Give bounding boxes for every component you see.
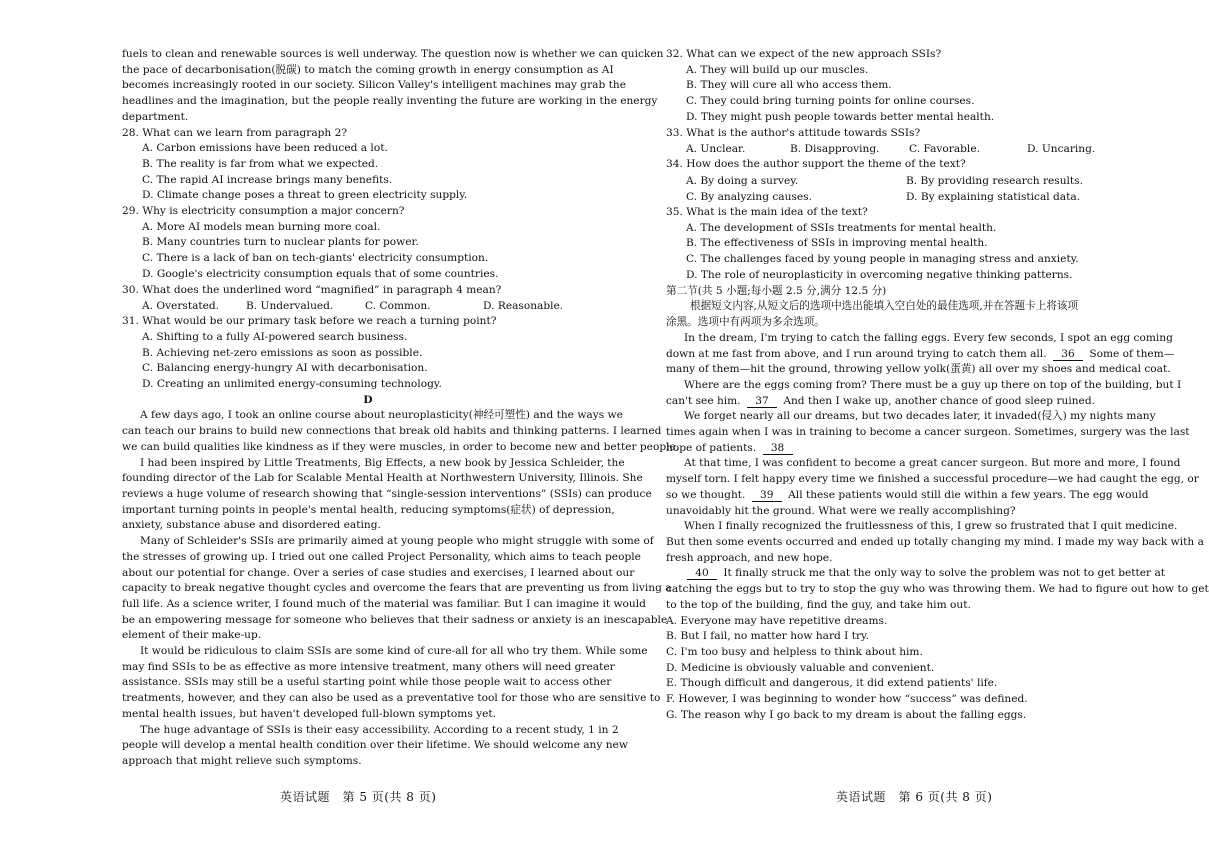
option: D. Google's electricity consumption equals that of some countries. — [142, 267, 499, 280]
section-d-heading: D — [363, 393, 373, 406]
choice-c: C. I'm too busy and helpless to think about him. — [666, 645, 923, 658]
option: D. Climate change poses a threat to green electricity supply. — [142, 189, 468, 202]
text-line: treatments, however, and they can also be used as a preventative tool for those who are sensitive to — [122, 692, 661, 705]
text-line: It would be ridiculous to claim SSIs are some kind of cure-all for all who try them. While some — [140, 645, 648, 658]
text-line: At that time, I was confident to become a great cancer surgeon. But more and more, I found — [684, 457, 1181, 470]
question-29 — [122, 204, 614, 283]
text-line: When I finally recognized the fruitlessness of this, I grew so frustrated that I quit medicine. — [684, 520, 1178, 533]
question-30 — [122, 283, 614, 315]
option: A. Carbon emissions have been reduced a lot. — [142, 142, 388, 155]
text-line: the stresses of growing up. I tried out one called Project Personality, which aims to teach people — [122, 550, 641, 563]
text-line: In the dream, I'm trying to catch the falling eggs. Every few seconds, I spot an egg coming — [684, 331, 1173, 344]
option: B. By providing research results. — [906, 174, 1083, 187]
text-line: I had been inspired by Little Treatments, Big Effects, a new book by Jessica Schleider, the — [140, 456, 625, 469]
text-line: We forget nearly all our dreams, but two decades later, it invaded(侵入) my nights many — [684, 410, 1156, 423]
blank-36[interactable]: 36 — [1053, 348, 1083, 361]
text-line: A few days ago, I took an online course about neuroplasticity(神经可塑性) and the ways we — [140, 409, 623, 422]
option-row — [666, 189, 1156, 205]
option: C. Common. — [365, 300, 431, 313]
option: D. Reasonable. — [483, 300, 564, 313]
text-line: may find SSIs to be as effective as more intensive treatment, many others will need greater — [122, 660, 615, 673]
text-line: reviews a huge volume of research showing that “single-session interventions” (SSIs) can produce — [122, 487, 652, 500]
text-line: founding director of the Lab for Scalable Mental Health at Northwestern University, Illinois. She — [122, 472, 643, 485]
option-row — [666, 141, 1156, 157]
option: B. Undervalued. — [246, 300, 334, 313]
option: A. Unclear. — [686, 143, 746, 156]
option: D. Creating an unlimited energy-consuming technology. — [142, 378, 442, 391]
option: A. By doing a survey. — [686, 174, 799, 187]
option: B. Many countries turn to nuclear plants for power. — [142, 236, 419, 249]
text-line: can teach our brains to build new connections that break old habits and thinking patterns. I learned — [122, 425, 662, 438]
option: A. The development of SSIs treatments for mental health. — [686, 221, 997, 234]
question-stem: 32. What can we expect of the new approach SSIs? — [666, 48, 942, 60]
text: It finally struck me that the only way to solve the problem was not to get better at — [723, 567, 1166, 580]
section-2-title: 第二节(共 5 小题;每小题 2.5 分,满分 12.5 分) — [666, 285, 887, 298]
option: A. Shifting to a fully AI-powered search business. — [142, 330, 408, 343]
text-line: many of them—hit the ground, throwing yellow yolk(蛋黄) all over my shoes and medical coat. — [666, 363, 1171, 376]
text-line: Many of Schleider's SSIs are primarily aimed at young people who might struggle with some of — [140, 535, 654, 548]
answer-choices — [666, 614, 1156, 724]
option: C. There is a lack of ban on tech-giants' electricity consumption. — [142, 252, 489, 265]
question-stem: 31. What would be our primary task before we reach a turning point? — [122, 315, 497, 328]
text-line — [666, 488, 1156, 504]
text: And then I wake up, another chance of good sleep ruined. — [783, 394, 1095, 407]
text-line: be an empowering message for someone who believes that their sadness or anxiety is an inescapable — [122, 613, 668, 626]
section-2-instructions: 根据短文内容,从短文后的选项中选出能填入空白处的最佳选项,并在答题卡上将该项 — [690, 300, 1079, 313]
text-line: myself torn. I felt happy every time we finished a successful procedure—we had caught the egg, or — [666, 473, 1199, 486]
question-32 — [666, 47, 1156, 126]
text-line: the pace of decarbonisation(脱碳) to match the coming growth in energy consumption as AI — [122, 63, 614, 76]
text-line: Where are the eggs coming from? There must be a guy up there on top of the building, but I — [684, 378, 1182, 391]
text-line — [666, 347, 1175, 363]
question-34 — [666, 157, 1156, 205]
text-line: element of their make-up. — [122, 629, 262, 642]
text-line: assistance. SSIs may still be a useful starting point while those people wait to access other — [122, 676, 612, 689]
text: All these patients would still die within a few years. The egg would — [788, 488, 1149, 501]
passage-d — [122, 408, 680, 769]
choice-b: B. But I fail, no matter how hard I try. — [666, 630, 870, 643]
text-line: mental health issues, but haven't developed full-blown symptoms yet. — [122, 707, 497, 720]
option: C. By analyzing causes. — [686, 190, 812, 203]
option: C. The rapid AI increase brings many benefits. — [142, 173, 393, 186]
option: C. Balancing energy-hungry AI with decarbonisation. — [142, 362, 428, 375]
question-33 — [666, 126, 1156, 158]
text-line — [666, 441, 1156, 457]
option: B. The reality is far from what we expected. — [142, 157, 379, 170]
question-31 — [122, 314, 614, 393]
choice-a: A. Everyone may have repetitive dreams. — [666, 614, 888, 627]
question-stem: 28. What can we learn from paragraph 2? — [122, 126, 348, 139]
question-28 — [122, 126, 614, 205]
option: C. Favorable. — [909, 143, 980, 156]
option-row — [666, 173, 1156, 189]
blank-39[interactable]: 39 — [752, 489, 782, 502]
option: B. The effectiveness of SSIs in improving mental health. — [686, 237, 988, 250]
text-line: times again when I was in training to become a cancer surgeon. Sometimes, surgery was the last — [666, 426, 1190, 439]
option: D. By explaining statistical data. — [906, 190, 1081, 203]
text: down at me fast from above, and I run around trying to catch them all. — [666, 347, 1047, 360]
option-row — [122, 298, 614, 314]
option: A. More AI models mean burning more coal. — [142, 220, 381, 233]
text: hope of patients. — [666, 441, 757, 454]
text-line: people will develop a mental health condition over their lifetime. We should welcome any new — [122, 739, 628, 752]
option: A. They will build up our muscles. — [686, 63, 869, 76]
page-footer-left: 英语试题 第 5 页(共 8 页) — [280, 790, 437, 804]
question-stem: 35. What is the main idea of the text? — [666, 205, 868, 218]
choice-e: E. Though difficult and dangerous, it did extend patients' life. — [666, 677, 998, 690]
section-2-instructions: 涂黑。选项中有两项为多余选项。 — [666, 316, 825, 329]
text-line: The huge advantage of SSIs is their easy accessibility. According to a recent study, 1 in 2 — [140, 723, 619, 736]
text-line: fuels to clean and renewable sources is well underway. The question now is whether we can quicken — [122, 48, 664, 60]
question-35 — [666, 205, 1156, 284]
text-line: full life. As a science writer, I found much of the material was familiar. But I can imagine it would — [122, 597, 646, 610]
text-line: approach that might relieve such symptoms. — [122, 754, 362, 767]
option: D. Uncaring. — [1027, 143, 1096, 156]
right-page — [666, 47, 1209, 723]
intro-passage — [122, 47, 664, 126]
text-line: important turning points in people's mental health, reducing symptoms(症状) of depression, — [122, 503, 615, 516]
option: C. They could bring turning points for online courses. — [686, 95, 975, 108]
text-line: anxiety, substance abuse and disordered eating. — [122, 519, 381, 532]
text: Some of them— — [1089, 347, 1175, 360]
option: B. Achieving net-zero emissions as soon as possible. — [142, 346, 423, 359]
text-line: we can build qualities like kindness as if they were muscles, in order to become new and better people. — [122, 440, 680, 453]
text-line: about our potential for change. Over a series of case studies and exercises, I learned about our — [122, 566, 635, 579]
text-line: catching the eggs but to try to stop the guy who was throwing them. We had to figure out how to get — [666, 583, 1209, 596]
text-line: fresh approach, and new hope. — [666, 551, 833, 564]
text-line — [666, 394, 1156, 410]
option: D. The role of neuroplasticity in overcoming negative thinking patterns. — [686, 268, 1073, 281]
text-line: becomes increasingly rooted in our society. Silicon Valley's intelligent machines may grab the — [122, 79, 626, 92]
option: A. Overstated. — [142, 300, 220, 313]
text-line: But then some events occurred and ended up totally changing my mind. I made my way back with a — [666, 535, 1204, 548]
blank-40[interactable]: 40 — [687, 567, 717, 580]
left-page — [122, 47, 680, 770]
option: D. They might push people towards better mental health. — [686, 110, 995, 123]
page-footer-right: 英语试题 第 6 页(共 8 页) — [836, 790, 993, 804]
choice-g: G. The reason why I go back to my dream is about the falling eggs. — [666, 708, 1027, 721]
question-stem: 29. Why is electricity consumption a major concern? — [122, 205, 405, 218]
question-stem: 34. How does the author support the theme of the text? — [666, 158, 966, 171]
text-line: unavoidably hit the ground. What were we really accomplishing? — [666, 504, 1016, 517]
text: so we thought. — [666, 488, 746, 501]
text-line — [666, 566, 1166, 582]
text-line: to the top of the building, find the guy, and take him out. — [666, 598, 971, 611]
option: C. The challenges faced by young people in managing stress and anxiety. — [686, 253, 1079, 266]
blank-37[interactable]: 37 — [747, 395, 777, 408]
text-line: department. — [122, 110, 189, 123]
choice-f: F. However, I was beginning to wonder how “success” was defined. — [666, 693, 1028, 706]
option: B. Disapproving. — [790, 143, 880, 156]
option: B. They will cure all who access them. — [686, 79, 892, 92]
choice-d: D. Medicine is obviously valuable and convenient. — [666, 661, 935, 674]
text: can't see him. — [666, 394, 741, 407]
cloze-passage — [666, 331, 1209, 614]
question-stem: 30. What does the underlined word “magnified” in paragraph 4 mean? — [122, 283, 502, 296]
blank-38[interactable]: 38 — [763, 442, 793, 455]
text-line: headlines and the imagination, but the people really inventing the future are working in the energy — [122, 95, 658, 108]
question-stem: 33. What is the author's attitude towards SSIs? — [666, 126, 921, 139]
text-line: capacity to break negative thought cycles and overcome the fears that are preventing us from living a — [122, 582, 672, 595]
